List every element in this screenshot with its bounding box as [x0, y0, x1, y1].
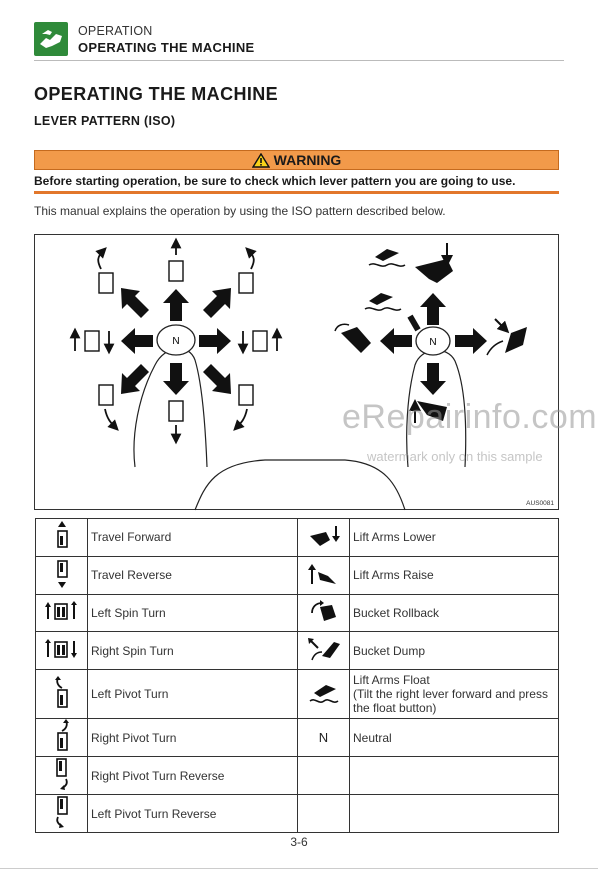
page-title: OPERATING THE MACHINE	[34, 84, 279, 104]
intro-text: This manual explains the operation by using the ISO pattern described below.	[34, 204, 446, 218]
legend-right-label	[350, 670, 559, 719]
watermark: eRepairinfo.com	[342, 398, 598, 436]
section-subtitle: LEVER PATTERN (ISO)	[34, 114, 176, 128]
bucket-dump-icon	[306, 636, 342, 662]
legend-left-label: Left Spin Turn	[88, 594, 298, 632]
travel-reverse-icon	[54, 558, 70, 590]
legend-right-label: Bucket Rollback	[350, 594, 559, 632]
page-number: 3-6	[290, 835, 308, 849]
left-pivot-turn-reverse-icon	[52, 795, 72, 829]
warning-divider	[34, 191, 559, 194]
lift-arms-raise-icon	[306, 562, 342, 586]
bottom-divider	[0, 868, 598, 869]
bucket-rollback-icon	[306, 599, 342, 623]
page-header	[34, 22, 564, 62]
watermark-subtext: watermark only on this sample	[367, 449, 543, 464]
legend-left-label: Travel Forward	[88, 519, 298, 557]
travel-forward-icon	[54, 520, 70, 552]
figure-code: AUS0081	[526, 500, 554, 507]
lever-pattern-figure	[34, 234, 559, 510]
table-row	[36, 719, 559, 757]
seat-outline	[195, 460, 405, 510]
header-title: OPERATING THE MACHINE	[78, 40, 255, 55]
legend-left-label: Left Pivot Turn	[88, 670, 298, 719]
left-neutral-label: N	[172, 336, 180, 347]
legend-right-label: Lift Arms Lower	[350, 519, 559, 557]
warning-text: Before starting operation, be sure to check which lever pattern you are going to use.	[34, 174, 516, 188]
table-row	[36, 632, 559, 670]
left-pivot-turn-icon	[52, 676, 72, 710]
table-row	[36, 556, 559, 594]
legend-right-label: Bucket Dump	[350, 632, 559, 670]
table-row	[36, 594, 559, 632]
table-row	[36, 519, 559, 557]
legend-left-label: Right Spin Turn	[88, 632, 298, 670]
lift-arms-float-icon	[306, 681, 342, 705]
warning-bar	[34, 150, 559, 170]
legend-left-label: Right Pivot Turn Reverse	[88, 757, 298, 795]
legend-right-label: Neutral	[350, 719, 559, 757]
legend-left-label: Left Pivot Turn Reverse	[88, 795, 298, 833]
table-row	[36, 757, 559, 795]
table-row	[36, 795, 559, 833]
header-divider	[34, 60, 564, 61]
right-pivot-turn-icon	[52, 719, 72, 753]
warning-triangle-icon	[252, 153, 270, 168]
lever-legend-table	[35, 518, 559, 833]
header-section: OPERATION	[78, 24, 153, 38]
lift-arms-lower-icon	[306, 524, 342, 548]
neutral-symbol: N	[318, 730, 329, 746]
float-note: (Tilt the right lever forward and press the float button)	[353, 687, 548, 716]
legend-left-label: Right Pivot Turn	[88, 719, 298, 757]
legend-left-label: Travel Reverse	[88, 556, 298, 594]
right-neutral-label: N	[429, 337, 437, 348]
legend-right-label: Lift Arms Raise	[350, 556, 559, 594]
warning-label: WARNING	[273, 152, 342, 168]
lever-pattern-diagram	[35, 235, 560, 511]
right-spin-turn-icon	[44, 637, 80, 661]
left-spin-turn-icon	[44, 599, 80, 623]
float-label: Lift Arms Float	[353, 673, 430, 688]
table-row	[36, 670, 559, 719]
right-pivot-turn-reverse-icon	[52, 757, 72, 791]
operation-section-icon	[34, 22, 68, 56]
